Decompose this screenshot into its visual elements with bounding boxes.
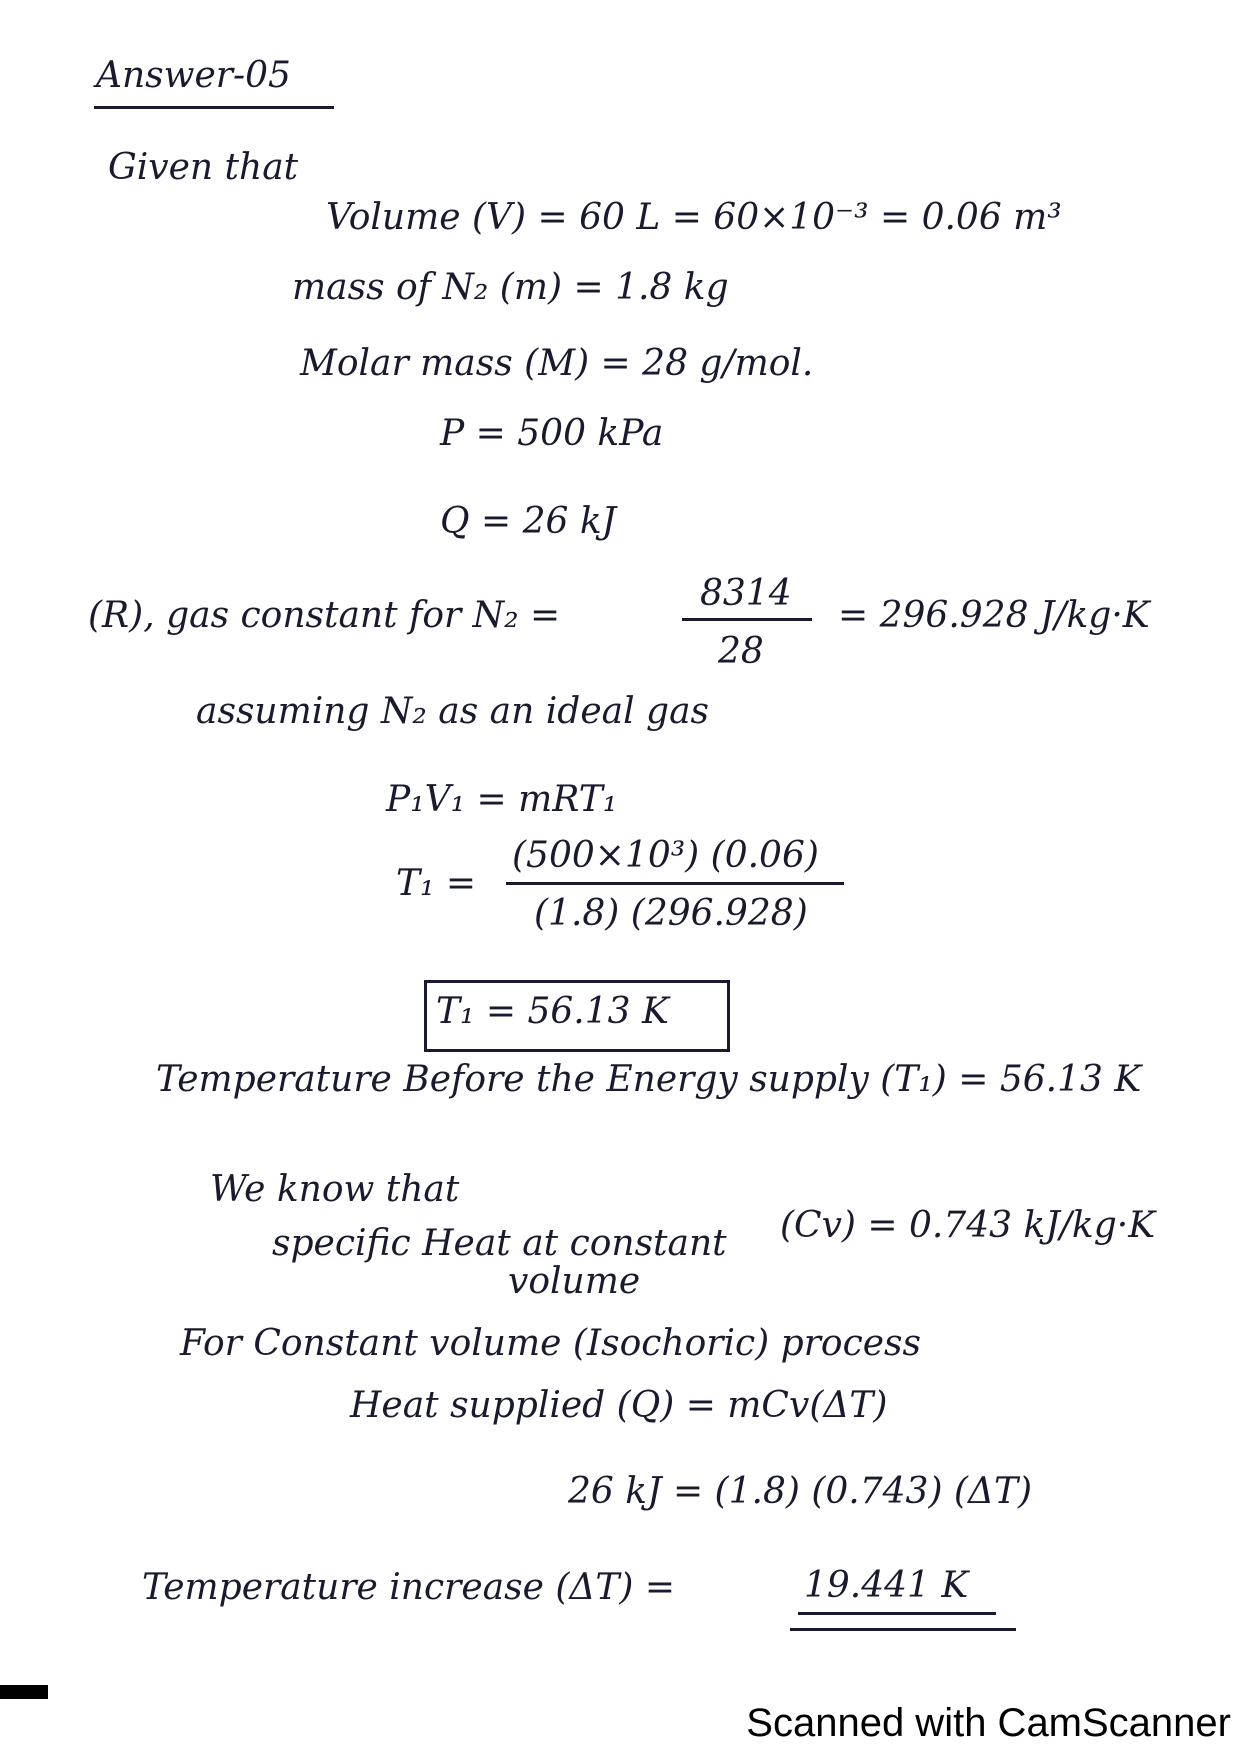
ideal-gas-assumption: assuming N₂ as an ideal gas xyxy=(196,691,710,732)
given-mass: mass of N₂ (m) = 1.8 kg xyxy=(292,267,729,308)
gas-constant-rhs: = 296.928 J/kg·K xyxy=(838,595,1150,636)
temp-before-supply: Temperature Before the Energy supply (T₁) = 56.13 K xyxy=(156,1059,1142,1100)
heading-underline xyxy=(94,106,334,109)
t1-denominator: (1.8) (296.928) xyxy=(534,893,808,934)
scan-edge-mark xyxy=(0,1685,48,1699)
specific-heat-value: (Cv) = 0.743 kJ/kg·K xyxy=(780,1205,1156,1246)
gas-constant-numerator: 8314 xyxy=(700,573,792,614)
t1-fraction-bar xyxy=(506,882,844,885)
specific-heat-volume: volume xyxy=(508,1261,641,1302)
gas-constant-denominator: 28 xyxy=(718,631,764,672)
given-heat: Q = 26 kJ xyxy=(440,501,617,542)
given-volume: Volume (V) = 60 L = 60×10⁻³ = 0.06 m³ xyxy=(326,197,1062,238)
gas-constant-fraction-bar xyxy=(682,618,812,621)
t1-numerator: (500×10³) (0.06) xyxy=(512,835,819,876)
camscanner-watermark: Scanned with CamScanner xyxy=(746,1701,1231,1745)
isochoric-intro: For Constant volume (Isochoric) process xyxy=(180,1323,921,1364)
temp-increase-value: 19.441 K xyxy=(804,1565,969,1606)
specific-heat-label: specific Heat at constant xyxy=(272,1223,727,1264)
substitution: 26 kJ = (1.8) (0.743) (ΔT) xyxy=(568,1471,1033,1512)
heat-supplied: Heat supplied (Q) = mCv(ΔT) xyxy=(350,1385,888,1426)
t1-result: T₁ = 56.13 K xyxy=(436,991,669,1032)
answer-heading: Answer-05 xyxy=(96,55,291,96)
given-molar-mass: Molar mass (M) = 28 g/mol. xyxy=(300,343,814,384)
t1-lhs: T₁ = xyxy=(396,863,477,904)
we-know-that: We know that xyxy=(210,1169,460,1210)
temp-increase-label: Temperature increase (ΔT) = xyxy=(142,1567,676,1608)
result-underline xyxy=(798,1612,996,1615)
ideal-gas-equation: P₁V₁ = mRT₁ xyxy=(386,779,618,820)
given-intro: Given that xyxy=(108,147,299,188)
result-double-underline xyxy=(790,1628,1016,1631)
given-pressure: P = 500 kPa xyxy=(440,413,664,454)
gas-constant-lhs: (R), gas constant for N₂ = xyxy=(88,595,561,636)
